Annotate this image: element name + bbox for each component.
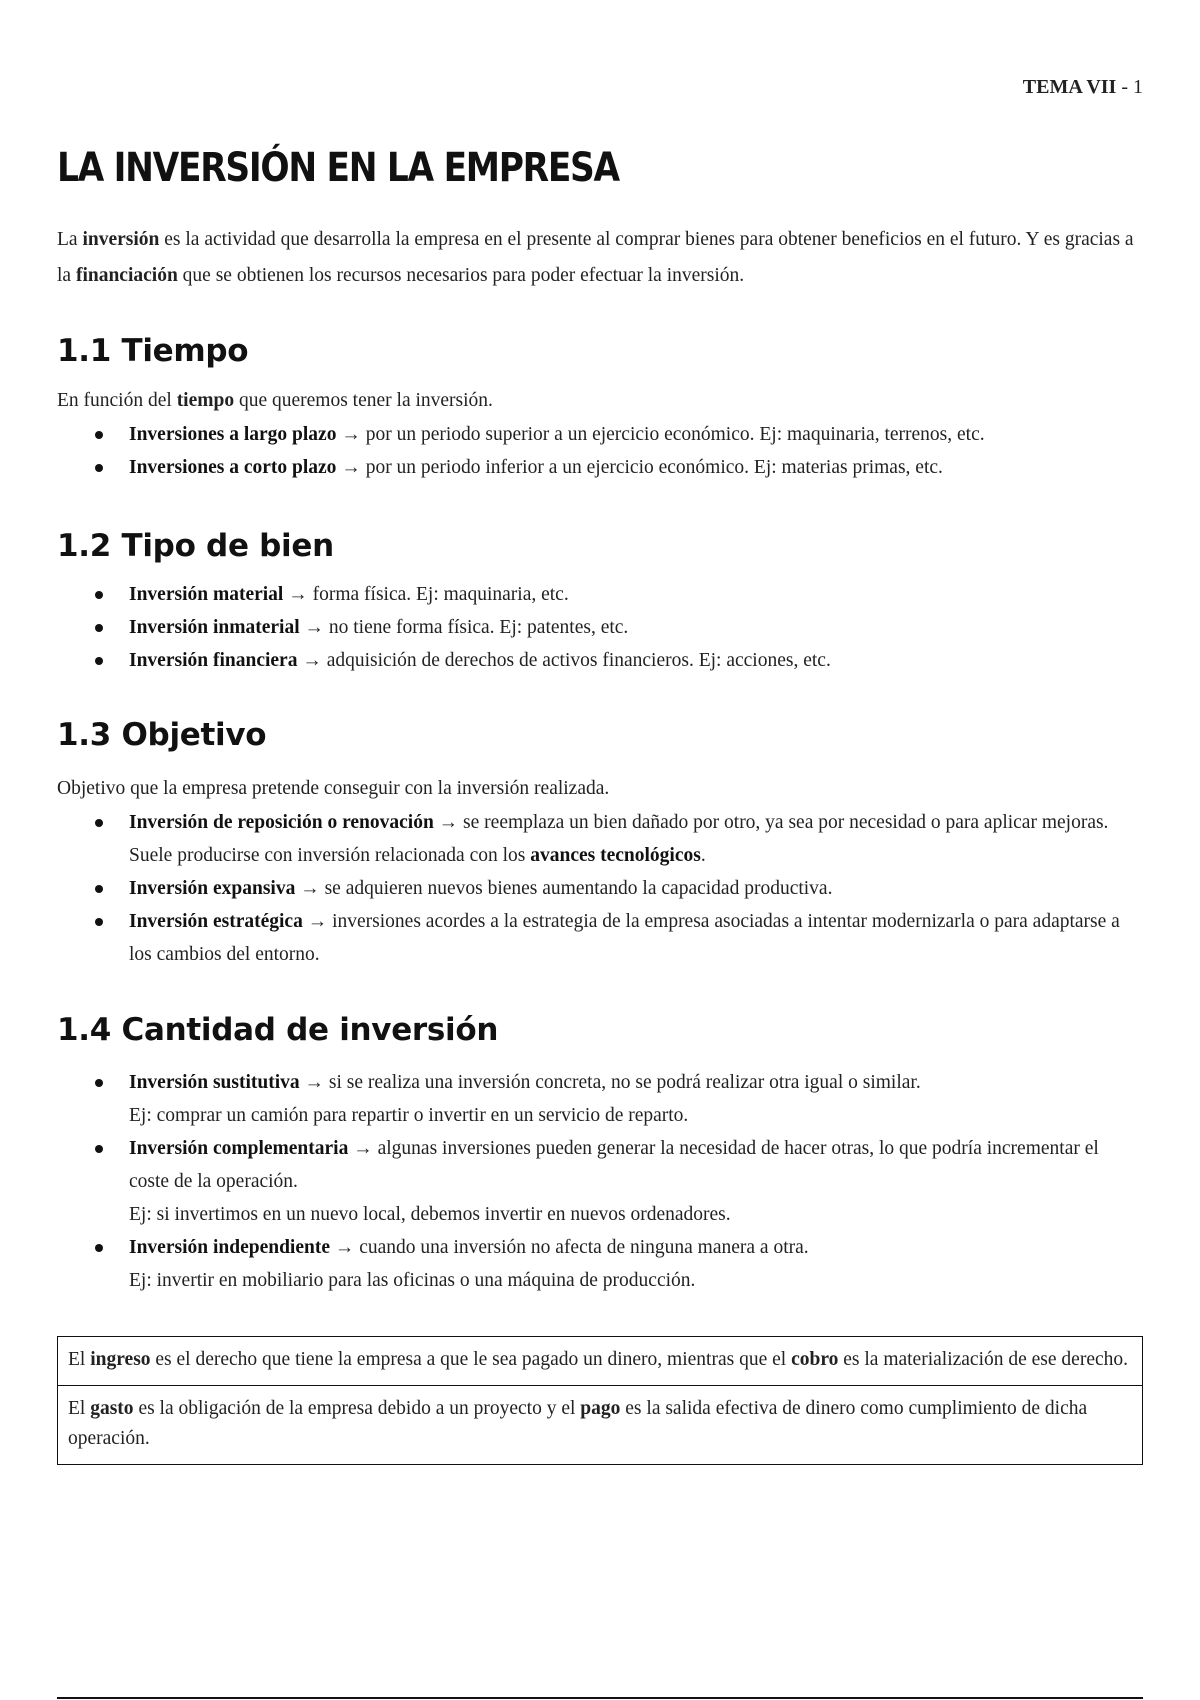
item-example: Ej: comprar un camión para repartir o invertir en un servicio de reparto. <box>129 1105 689 1126</box>
footer-divider <box>57 1697 1143 1699</box>
intro-text: que se obtienen los recursos necesarios para poder efectuar la inversión. <box>177 265 745 286</box>
item-text: → si se realiza una inversión concreta, no se podrá realizar otra igual o similar. <box>299 1072 921 1093</box>
item-term: Inversión inmaterial <box>129 617 300 638</box>
def-text: es la obligación de la empresa debido a un proyecto y el <box>133 1398 581 1419</box>
lead-text: que queremos tener la inversión. <box>234 390 493 411</box>
item-term: Inversión financiera <box>129 650 298 671</box>
list-objetivo <box>57 806 1143 971</box>
section-title-tiempo: 1.1 Tiempo <box>57 333 249 369</box>
def-text: El <box>68 1398 91 1419</box>
item-term: Inversión complementaria <box>129 1138 349 1159</box>
intro-text: La <box>57 229 83 250</box>
item-text: → inversiones acordes a la estrategia de la empresa asociadas a intentar modernizarla o para adaptarse a los cambios del entorno. <box>129 911 1120 965</box>
definition-ingreso-cobro <box>58 1337 1142 1385</box>
header-separator: - <box>1116 76 1133 98</box>
definitions-table <box>57 1336 1143 1465</box>
item-text: → se adquieren nuevos bienes aumentando la capacidad productiva. <box>295 878 833 899</box>
section-title-cantidad-de-inversion: 1.4 Cantidad de inversión <box>57 1012 499 1048</box>
lead-text: En función del <box>57 390 177 411</box>
item-term: Inversión independiente <box>129 1237 330 1258</box>
list-cantidad-de-inversion <box>57 1066 1143 1297</box>
definition-gasto-pago <box>58 1385 1142 1464</box>
list-item <box>57 1132 1143 1231</box>
list-item <box>57 578 1143 611</box>
list-item <box>57 806 1143 872</box>
item-text: → por un periodo superior a un ejercicio económico. Ej: maquinaria, terrenos, etc. <box>336 424 985 445</box>
def-term: cobro <box>791 1349 839 1370</box>
item-text: → algunas inversiones pueden generar la necesidad de hacer otras, lo que podría incrementar el coste de la operación. <box>129 1138 1099 1192</box>
item-term: Inversión expansiva <box>129 878 296 899</box>
list-item <box>57 418 1143 451</box>
item-term: Inversión sustitutiva <box>129 1072 300 1093</box>
item-term: avances tecnológicos <box>530 845 701 866</box>
list-item <box>57 644 1143 677</box>
list-item <box>57 611 1143 644</box>
section-title-objetivo: 1.3 Objetivo <box>57 717 267 753</box>
list-item <box>57 1066 1143 1132</box>
page-header <box>1023 76 1143 99</box>
item-example: Ej: si invertimos en un nuevo local, debemos invertir en nuevos ordenadores. <box>129 1204 731 1225</box>
item-text: → no tiene forma física. Ej: patentes, etc. <box>299 617 629 638</box>
item-term: Inversiones a corto plazo <box>129 457 337 478</box>
item-term: Inversiones a largo plazo <box>129 424 337 445</box>
def-text: es el derecho que tiene la empresa a que le sea pagado un dinero, mientras que el <box>150 1349 792 1370</box>
item-example: Ej: invertir en mobiliario para las oficinas o una máquina de producción. <box>129 1270 696 1291</box>
def-text: es la salida efectiva de dinero como cumplimiento de dicha operación. <box>68 1398 1088 1449</box>
intro-term-financiacion: financiación <box>75 265 178 286</box>
section-lead-tiempo <box>57 384 493 418</box>
item-term: Inversión estratégica <box>129 911 303 932</box>
intro-term-inversion: inversión <box>82 229 160 250</box>
def-term: ingreso <box>90 1349 151 1370</box>
item-text: → adquisición de derechos de activos financieros. Ej: acciones, etc. <box>297 650 831 671</box>
intro-text: es la actividad que desarrolla la empresa en el presente al comprar bienes para obtener beneficios en el futuro. Y es gracias a la <box>57 229 1134 286</box>
list-tipo-de-bien <box>57 578 1143 677</box>
def-term: pago <box>580 1398 621 1419</box>
item-text: → se reemplaza un bien dañado por otro, ya sea por necesidad o para aplicar mejoras. Suele producirse con inversión relacionada con los <box>129 812 1109 866</box>
list-item <box>57 872 1143 905</box>
def-term: gasto <box>90 1398 134 1419</box>
section-title-tipo-de-bien: 1.2 Tipo de bien <box>57 528 334 564</box>
list-tiempo <box>57 418 1143 484</box>
item-text: → cuando una inversión no afecta de ninguna manera a otra. <box>330 1237 809 1258</box>
page-title: LA INVERSIÓN EN LA EMPRESA <box>57 145 619 191</box>
def-text: El <box>68 1349 91 1370</box>
item-text: → forma física. Ej: maquinaria, etc. <box>283 584 569 605</box>
intro-paragraph <box>57 222 1143 294</box>
def-text: es la materialización de ese derecho. <box>838 1349 1129 1370</box>
list-item <box>57 1231 1143 1297</box>
list-item <box>57 905 1143 971</box>
item-text: . <box>700 845 706 866</box>
section-lead-objetivo: Objetivo que la empresa pretende conseguir con la inversión realizada. <box>57 778 610 799</box>
header-tema: TEMA VII <box>1022 76 1117 98</box>
lead-term: tiempo <box>176 390 235 411</box>
item-term: Inversión material <box>129 584 284 605</box>
list-item <box>57 451 1143 484</box>
header-page-number: 1 <box>1133 76 1143 98</box>
item-text: → por un periodo inferior a un ejercicio económico. Ej: materias primas, etc. <box>336 457 943 478</box>
item-term: Inversión de reposición o renovación <box>129 812 434 833</box>
